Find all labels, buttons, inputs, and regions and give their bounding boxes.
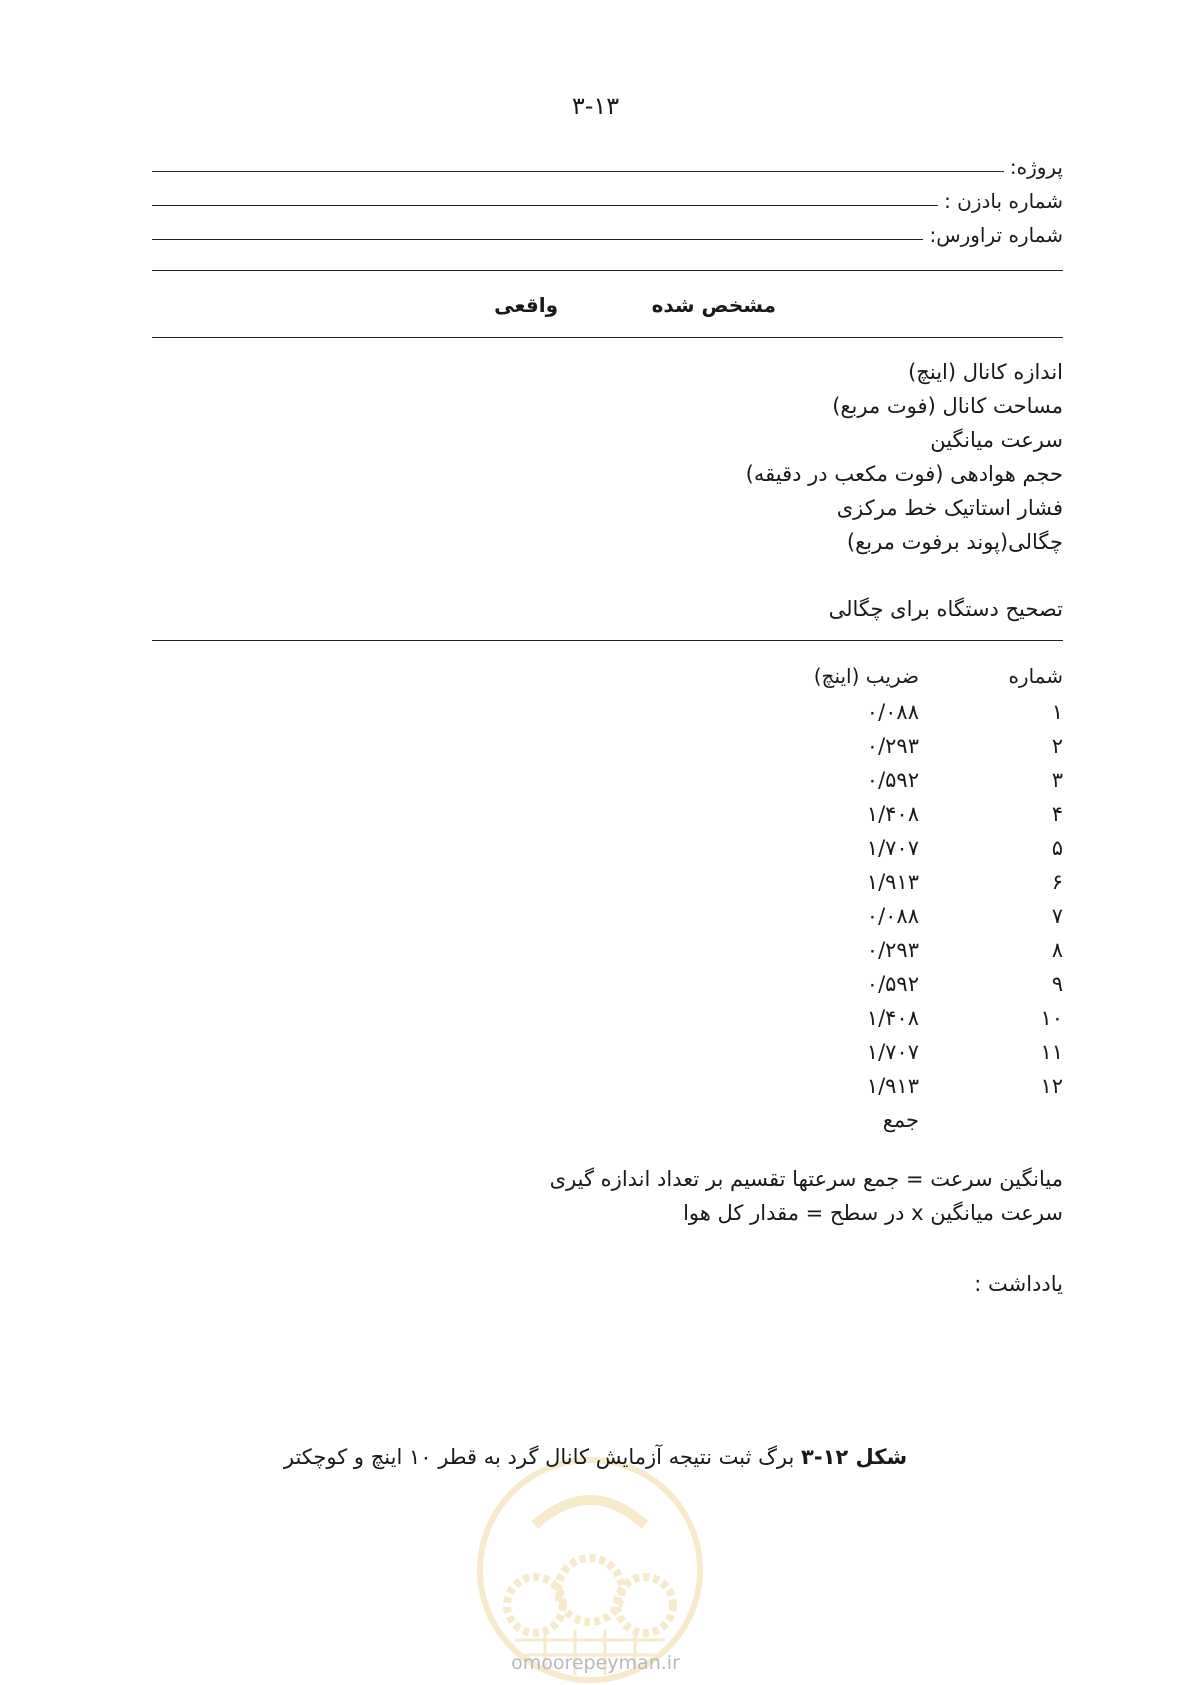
- figure-caption: [0, 1445, 1191, 1469]
- figure-label: شکل ۱۲-۳: [801, 1445, 908, 1469]
- table-header-coefficient: ضریب (اینچ): [813, 664, 919, 688]
- row-number: ۱۰: [1040, 1006, 1063, 1030]
- formula-total-air: سرعت میانگین x در سطح = مقدار کل هوا: [683, 1201, 1063, 1225]
- watermark-text: omoorepeyman.ir: [511, 1652, 680, 1674]
- row-number: ۱۲: [1040, 1074, 1063, 1098]
- row-coefficient: ۰/۰۸۸: [866, 904, 919, 928]
- fan-number-field: [152, 184, 1063, 214]
- row-number: ۱۱: [1040, 1040, 1063, 1064]
- row-number: ۷: [1051, 904, 1063, 928]
- table-row: [0, 899, 1191, 933]
- traverse-number-line: [152, 239, 923, 240]
- watermark-seal-icon: [475, 1455, 705, 1685]
- row-coefficient: ۱/۹۱۳: [866, 1074, 919, 1098]
- fan-number-line: [152, 205, 938, 206]
- table-row: [0, 1069, 1191, 1103]
- row-number: ۲: [1051, 734, 1063, 758]
- divider-section: [152, 640, 1063, 641]
- param-average-velocity: سرعت میانگین: [930, 428, 1063, 452]
- param-duct-size: اندازه کانال (اینچ): [908, 360, 1063, 384]
- table-header-number: شماره: [1008, 664, 1063, 688]
- column-specified: مشخص شده: [651, 293, 776, 317]
- param-static-pressure: فشار استاتیک خط مرکزی: [836, 496, 1063, 520]
- row-number: ۳: [1051, 768, 1063, 792]
- param-air-volume: حجم هوادهی (فوت مکعب در دقیقه): [745, 462, 1063, 486]
- param-duct-area: مساحت کانال (فوت مربع): [832, 394, 1063, 418]
- table-row: [0, 1001, 1191, 1035]
- row-number: ۵: [1051, 836, 1063, 860]
- table-row: [0, 1035, 1191, 1069]
- table-row: [0, 831, 1191, 865]
- row-number: ۸: [1051, 938, 1063, 962]
- page-number: ۳-۱۳: [571, 92, 620, 120]
- traverse-number-label: شماره تراورس:: [929, 223, 1063, 247]
- row-coefficient: ۰/۰۸۸: [866, 700, 919, 724]
- divider-top: [152, 270, 1063, 271]
- table-row: [0, 695, 1191, 729]
- formula-average-velocity: میانگین سرعت = جمع سرعتها تقسیم بر تعداد اندازه گیری: [549, 1167, 1063, 1191]
- row-number: ۶: [1051, 870, 1063, 894]
- fan-number-label: شماره بادزن :: [944, 189, 1063, 213]
- parameter-list: [746, 355, 1063, 559]
- row-number: ۴: [1051, 802, 1063, 826]
- row-number: ۱: [1051, 700, 1063, 724]
- column-actual: واقعی: [494, 293, 558, 317]
- figure-caption-text: برگ ثبت نتیجه آزمایش کانال گرد به قطر ۱۰ اینچ و کوچکتر: [283, 1445, 795, 1469]
- row-coefficient: ۱/۷۰۷: [866, 836, 919, 860]
- row-coefficient: ۱/۹۱۳: [866, 870, 919, 894]
- param-density: چگالی(پوند برفوت مربع): [846, 530, 1063, 554]
- table-row: [0, 933, 1191, 967]
- traverse-number-field: [152, 218, 1063, 248]
- section-title: تصحیح دستگاه برای چگالی: [828, 597, 1063, 621]
- table-row: [0, 865, 1191, 899]
- table-row: [0, 967, 1191, 1001]
- row-coefficient: ۱/۴۰۸: [866, 802, 919, 826]
- project-line: [152, 171, 1004, 172]
- row-coefficient: ۱/۷۰۷: [866, 1040, 919, 1064]
- divider-columns: [152, 337, 1063, 338]
- row-coefficient: ۰/۵۹۲: [866, 768, 919, 792]
- row-coefficient: ۰/۵۹۲: [866, 972, 919, 996]
- table-row: [0, 763, 1191, 797]
- table-row: [0, 729, 1191, 763]
- row-number: ۹: [1051, 972, 1063, 996]
- sum-label: جمع: [882, 1108, 919, 1132]
- row-coefficient: ۰/۲۹۳: [866, 734, 919, 758]
- row-coefficient: ۰/۲۹۳: [866, 938, 919, 962]
- project-field: [152, 150, 1063, 180]
- project-label: پروژه:: [1009, 155, 1063, 179]
- row-coefficient: ۱/۴۰۸: [866, 1006, 919, 1030]
- coefficient-table: [0, 695, 1191, 1103]
- note-label: یادداشت :: [974, 1272, 1063, 1296]
- table-row: [0, 797, 1191, 831]
